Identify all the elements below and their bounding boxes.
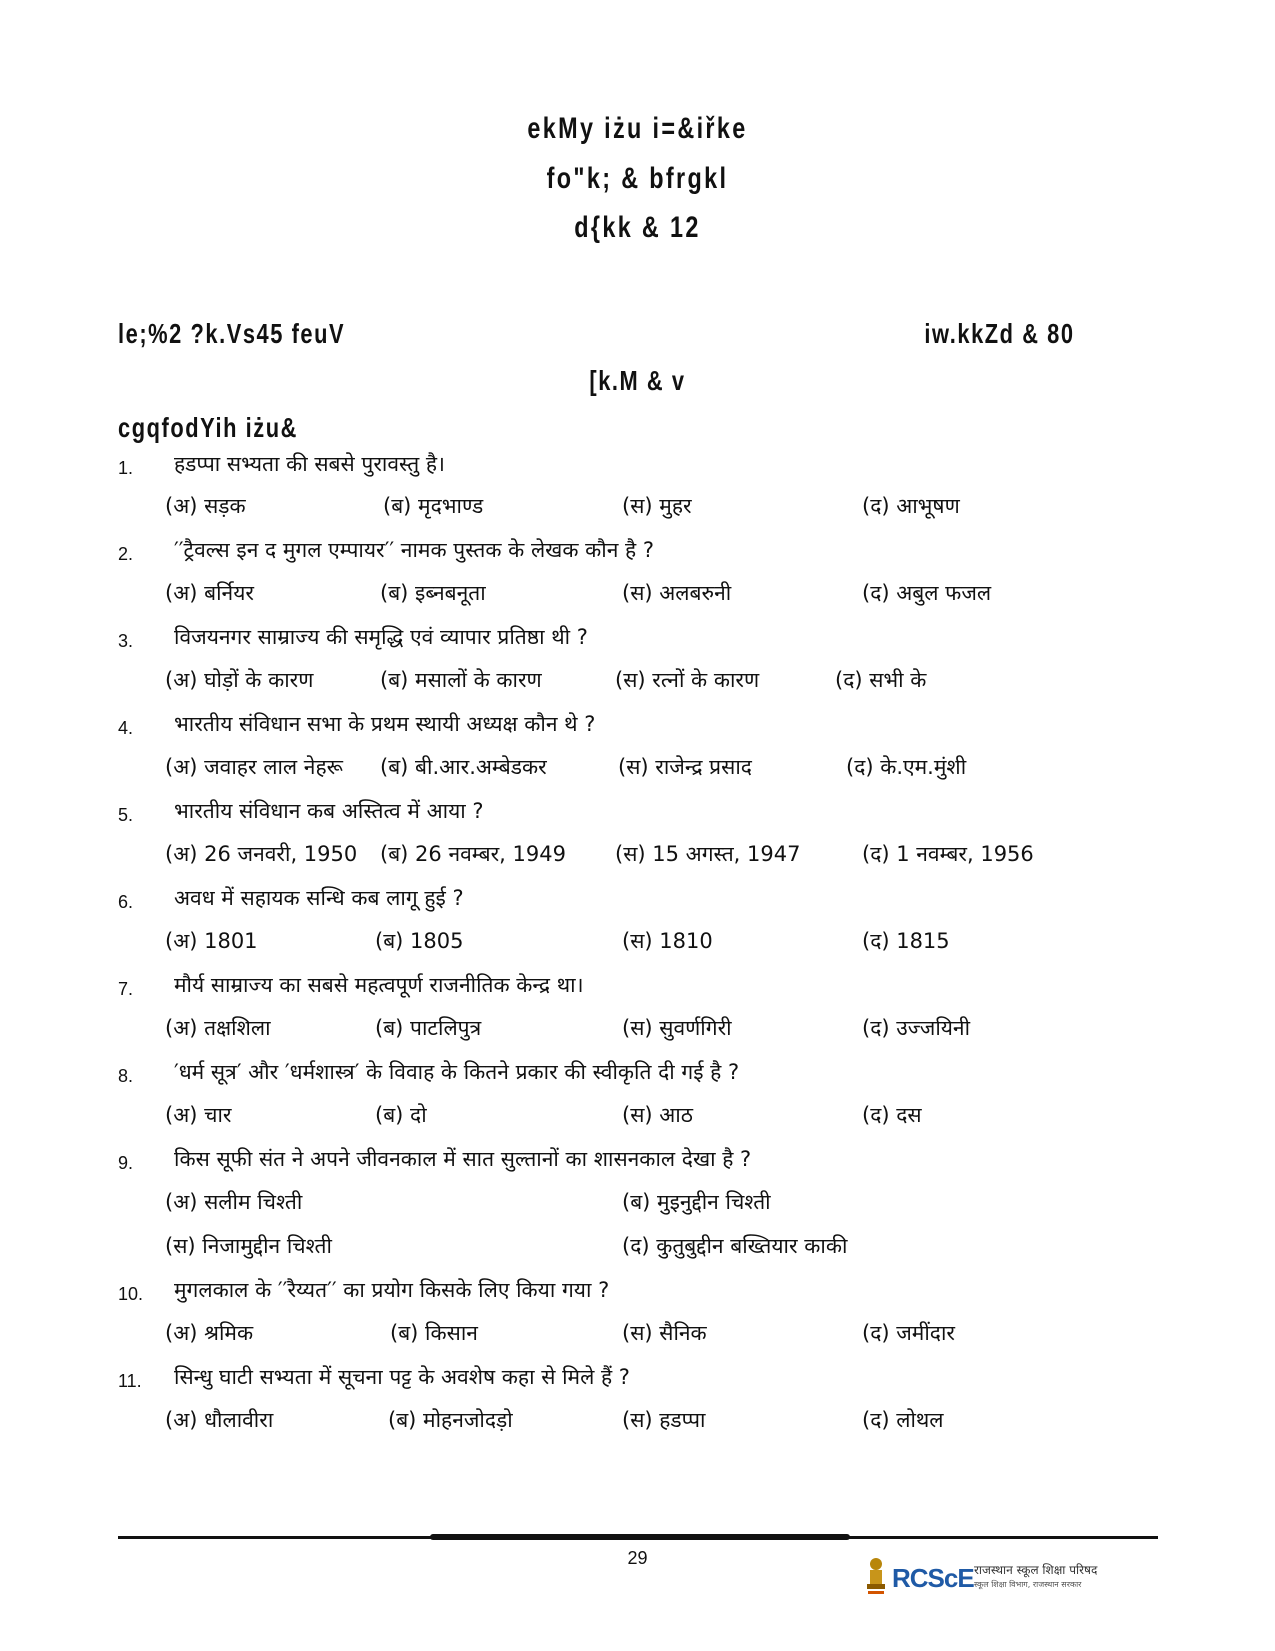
logo-abbreviation: RCScE <box>892 1563 974 1593</box>
logo-line-1: राजस्थान स्कूल शिक्षा परिषद <box>974 1563 1098 1577</box>
question-text: अवध में सहायक सन्धि कब लागू हुई ? <box>174 886 464 910</box>
option-a: (अ) घोड़ों के कारण <box>165 668 314 692</box>
option-b: (ब) दो <box>375 1103 427 1127</box>
option-c: (स) 15 अगस्त, 1947 <box>615 842 801 866</box>
subsection-heading: cgqfodYih iżu& <box>118 412 298 443</box>
question-5 <box>118 797 1178 833</box>
option-c: (स) सुवर्णगिरी <box>622 1016 732 1040</box>
header-line-3: d{kk & 12 <box>574 211 701 244</box>
question-2 <box>118 536 1178 572</box>
option-d: (द) सभी के <box>835 668 927 692</box>
question-text: मुगलकाल के ′′रैय्यत′′ का प्रयोग किसके लिए किया गया ? <box>174 1278 610 1302</box>
question-text: ′′ट्रैवल्स इन द मुगल एम्पायर′′ नामक पुस्तक के लेखक कौन है ? <box>174 538 655 562</box>
option-d: (द) के.एम.मुंशी <box>846 755 967 779</box>
option-a: (अ) धौलावीरा <box>165 1408 274 1432</box>
question-text: मौर्य साम्राज्य का सबसे महत्वपूर्ण राजनीतिक केन्द्र था। <box>174 973 584 997</box>
footer-rule-accent <box>430 1534 850 1540</box>
option-a: (अ) श्रमिक <box>165 1321 254 1345</box>
option-c: (स) रत्नों के कारण <box>615 668 760 692</box>
option-b: (ब) इब्नबनूता <box>380 581 486 605</box>
question-text: भारतीय संविधान सभा के प्रथम स्थायी अध्यक्ष कौन थे ? <box>174 712 596 736</box>
option-d: (द) लोथल <box>862 1408 944 1432</box>
option-d: (द) अबुल फजल <box>862 581 992 605</box>
option-a: (अ) चार <box>165 1103 232 1127</box>
question-text: हडप्पा सभ्यता की सबसे पुरावस्तु है। <box>174 452 445 476</box>
option-b: (ब) किसान <box>390 1321 478 1345</box>
option-a: (अ) 26 जनवरी, 1950 <box>165 842 358 866</box>
option-a: (अ) तक्षशिला <box>165 1016 271 1040</box>
question-7 <box>118 971 1178 1007</box>
rcsce-logo <box>862 1555 1130 1599</box>
state-emblem-icon <box>862 1555 890 1599</box>
question-3 <box>118 623 1178 659</box>
question-text: किस सूफी संत ने अपने जीवनकाल में सात सुल्तानों का शासनकाल देखा है ? <box>174 1147 752 1171</box>
option-b: (ब) 1805 <box>375 929 464 953</box>
option-a: (अ) जवाहर लाल नेहरू <box>165 755 343 779</box>
question-number: 5. <box>118 805 134 825</box>
question-11 <box>118 1363 1178 1399</box>
option-c: (स) अलबरुनी <box>622 581 732 605</box>
option-b: (ब) मोहनजोदड़ो <box>388 1408 513 1432</box>
question-text: ′धर्म सूत्र′ और ′धर्मशास्त्र′ के विवाह के कितने प्रकार की स्वीकृति दी गई है ? <box>174 1060 740 1084</box>
option-b: (ब) बी.आर.अम्बेडकर <box>380 755 547 779</box>
option-d: (द) 1815 <box>862 929 950 953</box>
question-6 <box>118 884 1178 920</box>
option-a: (अ) सलीम चिश्ती <box>165 1190 303 1214</box>
question-text: सिन्धु घाटी सभ्यता में सूचना पट्ट के अवशेष कहा से मिले हैं ? <box>174 1365 630 1389</box>
question-number: 4. <box>118 718 134 738</box>
question-9 <box>118 1145 1178 1181</box>
option-d: (द) जमींदार <box>862 1321 955 1345</box>
question-number: 6. <box>118 892 134 912</box>
option-d: (द) आभूषण <box>862 494 960 518</box>
question-text: विजयनगर साम्राज्य की समृद्धि एवं व्यापार प्रतिष्ठा थी ? <box>174 625 588 649</box>
option-c: (स) हडप्पा <box>622 1408 706 1432</box>
option-c: (स) राजेन्द्र प्रसाद <box>618 755 752 779</box>
question-10 <box>118 1276 1178 1312</box>
option-c: (स) मुहर <box>622 494 692 518</box>
question-text: भारतीय संविधान कब अस्तित्व में आया ? <box>174 799 484 823</box>
option-d: (द) 1 नवम्बर, 1956 <box>862 842 1034 866</box>
option-a: (अ) सड़क <box>165 494 246 518</box>
total-marks: iw.kkZd & 80 <box>924 318 1075 349</box>
option-a: (अ) 1801 <box>165 929 258 953</box>
question-number: 3. <box>118 631 134 651</box>
option-d: (द) उज्जयिनी <box>862 1016 971 1040</box>
question-8 <box>118 1058 1178 1094</box>
question-number: 8. <box>118 1066 134 1086</box>
question-number: 2. <box>118 544 134 564</box>
question-number: 7. <box>118 979 134 999</box>
option-d: (द) कुतुबुद्दीन बख्तियार काकी <box>622 1234 848 1258</box>
option-d: (द) दस <box>862 1103 922 1127</box>
option-b: (ब) 26 नवम्बर, 1949 <box>380 842 566 866</box>
header-line-1: ekMy iżu i=&iřke <box>527 112 748 145</box>
question-4 <box>118 710 1178 746</box>
question-number: 10. <box>118 1284 144 1304</box>
header-line-2: fo"k; & bfrgkl <box>546 162 729 195</box>
option-b: (ब) पाटलिपुत्र <box>375 1016 482 1040</box>
option-a: (अ) बर्नियर <box>165 581 254 605</box>
logo-line-2: स्कूल शिक्षा विभाग, राजस्थान सरकार <box>974 1580 1082 1589</box>
option-c: (स) निजामुद्दीन चिश्ती <box>165 1234 332 1258</box>
option-c: (स) आठ <box>622 1103 693 1127</box>
option-c: (स) सैनिक <box>622 1321 707 1345</box>
section-heading: [k.M & v <box>589 365 686 396</box>
question-number: 9. <box>118 1153 134 1173</box>
question-number: 11. <box>118 1371 142 1391</box>
option-b: (ब) मृदभाण्ड <box>383 494 484 518</box>
option-c: (स) 1810 <box>622 929 713 953</box>
question-1 <box>118 450 1178 486</box>
option-b: (ब) मसालों के कारण <box>380 668 542 692</box>
time-allowed: le;%2 ?k.Vs45 feuV <box>118 318 346 349</box>
question-number: 1. <box>118 458 134 478</box>
option-b: (ब) मुइनुद्दीन चिश्ती <box>622 1190 771 1214</box>
page-number: 29 <box>627 1548 648 1568</box>
